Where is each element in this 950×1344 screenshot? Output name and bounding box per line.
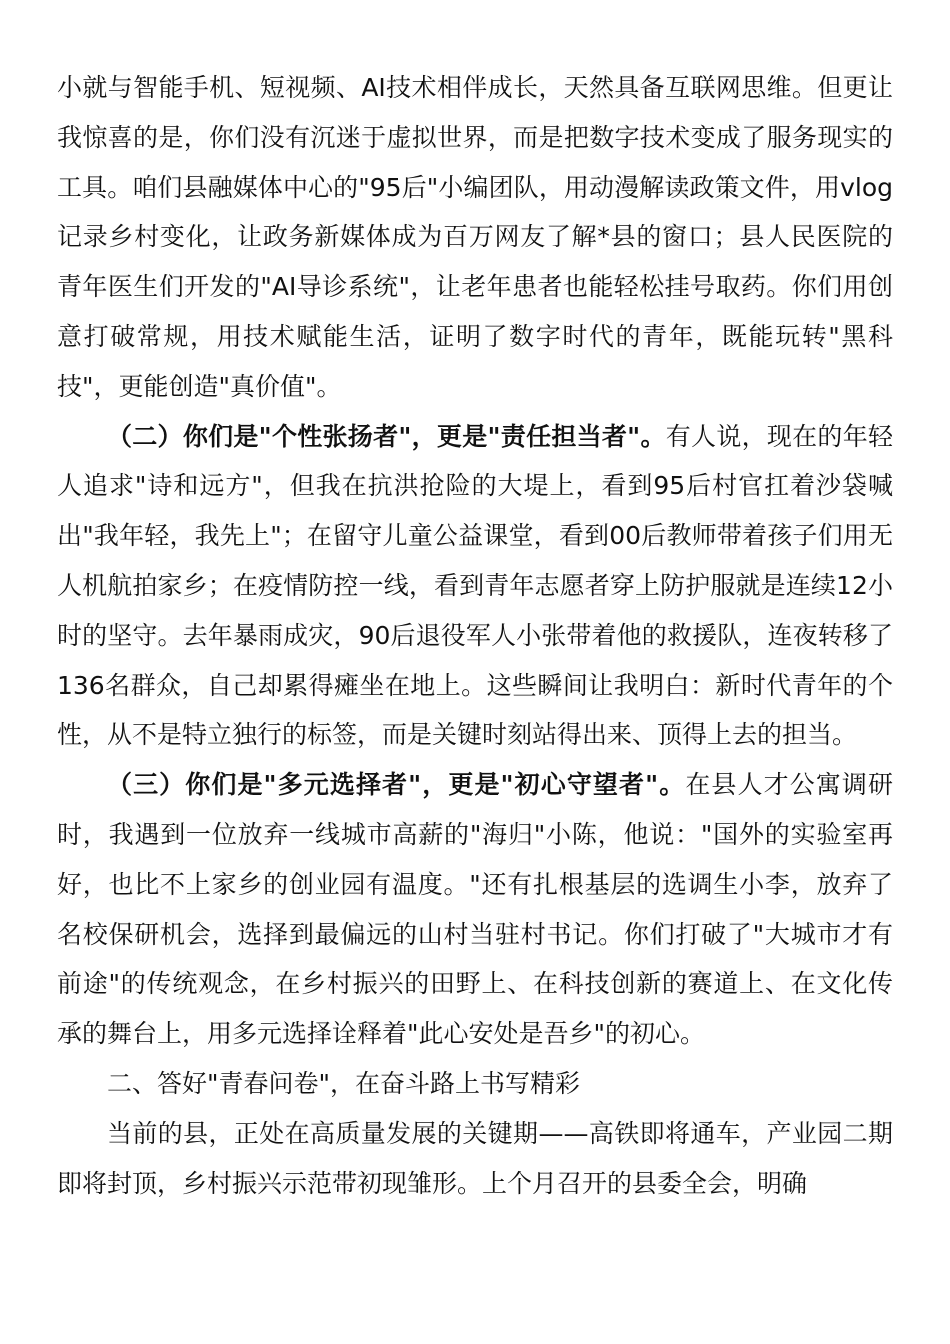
paragraph-digital-youth — [57, 63, 893, 412]
paragraph-text: 小就与智能手机、短视频、AI技术相伴成长，天然具备互联网思维。但更让我惊喜的是，你们没有沉迷于虚拟世界，而是把数字技术变成了服务现实的工具。咱们县融媒体中心的"95后"小编团队，用动漫解读政策文件，用vlog记录乡村变化，让政务新媒体成为百万网友了解*县的窗口；县人民医院的青年医生们开发的"AI导诊系统"，让老年患者也能轻松挂号取药。你们用创意打破常规，用技术赋能生活，证明了数字时代的青年，既能玩转"黑科技"，更能创造"真价值"。 — [57, 73, 893, 401]
paragraph-text: 有人说，现在的年轻人追求"诗和远方"，但我在抗洪抢险的大堤上，看到95后村官扛着沙袋喊出"我年轻，我先上"；在留守儿童公益课堂，看到00后教师带着孩子们用无人机航拍家乡；在疫情防控一线，看到青年志愿者穿上防护服就是连续12小时的坚守。去年暴雨成灾，90后退役军人小张带着他的救援队，连夜转移了136名群众，自己却累得瘫坐在地上。这些瞬间让我明白：新时代青年的个性，从不是特立独行的标签，而是关键时刻站得出来、顶得上去的担当。 — [57, 421, 893, 750]
paragraph-original-aspiration — [57, 760, 893, 1059]
paragraph-county-development — [57, 1109, 893, 1209]
section-title-youth-questionnaire — [57, 1059, 893, 1109]
paragraph-text: 在县人才公寓调研时，我遇到一位放弃一线城市高薪的"海归"小陈，他说："国外的实验室再好，也比不上家乡的创业园有温度。"还有扎根基层的选调生小李，放弃了名校保研机会，选择到最偏远的山村当驻村书记。你们打破了"大城市才有前途"的传统观念，在乡村振兴的田野上、在科技创新的赛道上、在文化传承的舞台上，用多元选择诠释着"此心安处是吾乡"的初心。 — [57, 770, 893, 1049]
subheading-responsibility: （二）你们是"个性张扬者"，更是"责任担当者"。 — [107, 421, 666, 451]
document-body — [57, 63, 893, 1208]
subheading-original-aspiration: （三）你们是"多元选择者"，更是"初心守望者"。 — [107, 770, 686, 800]
paragraph-text: 当前的县，正处在高质量发展的关键期——高铁即将通车，产业园二期即将封顶，乡村振兴示范带初现雏形。上个月召开的县委全会，明确 — [57, 1118, 893, 1198]
section-title-text: 二、答好"青春问卷"，在奋斗路上书写精彩 — [107, 1068, 580, 1098]
paragraph-responsibility — [57, 412, 893, 761]
